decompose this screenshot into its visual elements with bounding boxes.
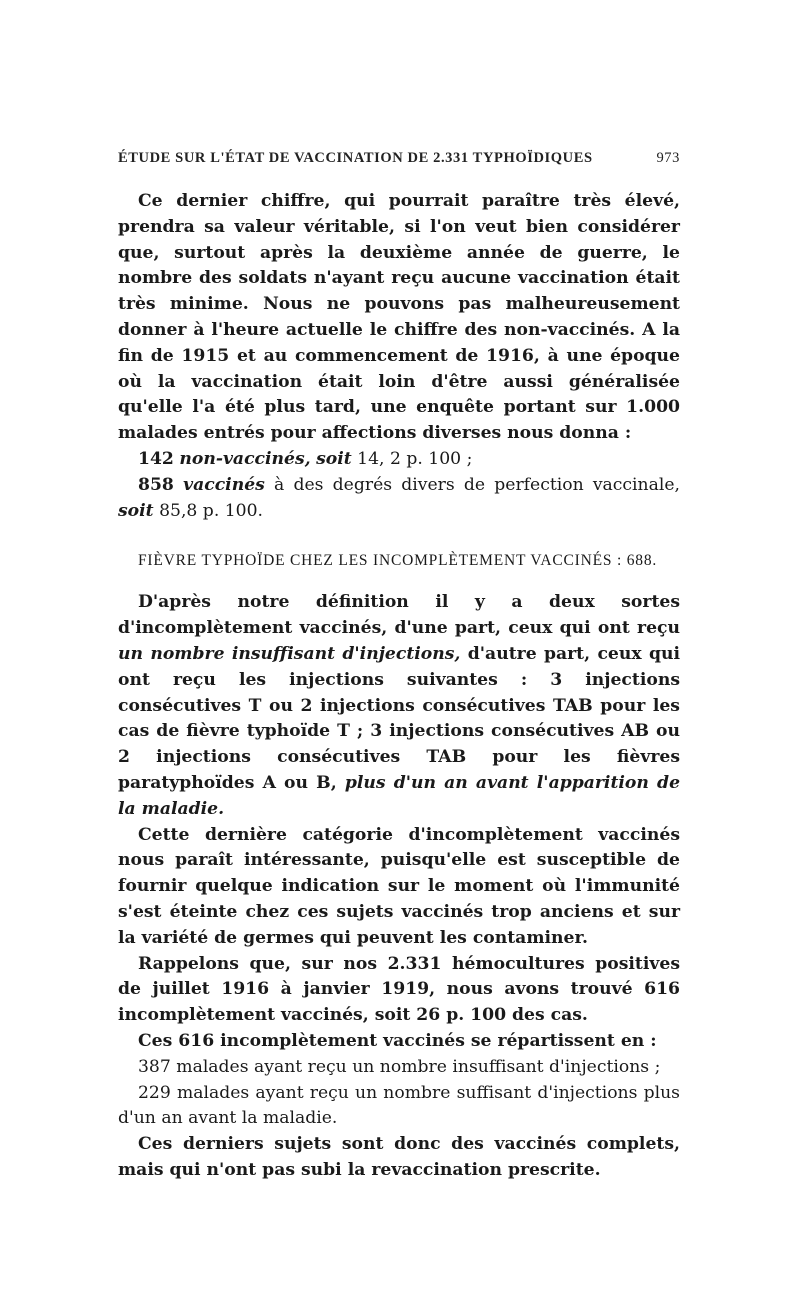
label-vaccines: vaccinés bbox=[183, 474, 265, 495]
paragraph-5: Ces 616 incomplètement vaccinés se répartissent en : bbox=[138, 1030, 657, 1051]
paragraph-3: Cette dernière catégorie d'incomplètement vaccinés nous paraît intéressante, puisqu'elle est susceptible de fournir quelque indication sur le moment où l'immunité s'est éteinte chez ces sujets vaccinés trop anciens et sur la variété de germes qui peuvent les contaminer. bbox=[118, 824, 680, 948]
section-title: FIÈVRE TYPHOÏDE CHEZ LES INCOMPLÈTEMENT VACCINÉS : 688. bbox=[138, 552, 658, 570]
paragraph-4: Rappelons que, sur nos 2.331 hémocultures positives de juillet 1916 à janvier 1919, nous avons trouvé 616 incomplètement vaccinés, soit 26 p. 100 des cas. bbox=[118, 953, 680, 1026]
soit-1: soit bbox=[316, 448, 352, 469]
page-content bbox=[118, 150, 680, 1184]
soit-2: soit bbox=[118, 500, 154, 521]
label-non-vaccines: non-vaccinés, bbox=[179, 448, 311, 469]
percent-vaccines: 85,8 p. 100. bbox=[159, 500, 264, 521]
count-non-vaccines: 142 bbox=[138, 448, 174, 469]
para2-part-b: un nombre insuffisant d'injections, bbox=[118, 643, 461, 664]
paragraph-6: Ces derniers sujets sont donc des vaccinés complets, mais qui n'ont pas subi la revaccination prescrite. bbox=[118, 1134, 680, 1180]
list-item-vaccines bbox=[118, 473, 680, 525]
running-title: ÉTUDE SUR L'ÉTAT DE VACCINATION DE 2.331 TYPHOÏDIQUES bbox=[118, 150, 593, 166]
para2-part-a: D'après notre définition il y a deux sortes d'incomplètement vaccinés, d'une part, ceux qui ont reçu bbox=[118, 592, 680, 639]
list-item-sufficient: 229 malades ayant reçu un nombre suffisant d'injections plus d'un an avant la maladie. bbox=[118, 1082, 680, 1129]
para2-part-c: d'autre part, ceux qui ont reçu les injections suivantes : 3 injections consécutives T ou 2 injections consécutives TAB pour les cas de fièvre typhoïde T ; 3 injections consécutives AB ou 2 injections consécutives TAB pour les fièvres paratyphoïdes A ou B, bbox=[118, 643, 680, 793]
list-item-non-vaccines bbox=[118, 447, 680, 473]
running-header bbox=[118, 150, 680, 167]
count-vaccines: 858 bbox=[138, 474, 174, 495]
page-number: 973 bbox=[656, 150, 680, 166]
list-item-insufficient: 387 malades ayant reçu un nombre insuffisant d'injections ; bbox=[138, 1056, 661, 1077]
paragraph-2 bbox=[118, 590, 680, 822]
vaccines-detail: à des degrés divers de perfection vaccinale, bbox=[274, 474, 681, 495]
paragraph-1: Ce dernier chiffre, qui pourrait paraître très élevé, prendra sa valeur véritable, si l'on veut bien considérer que, surtout après la deuxième année de guerre, le nombre des soldats n'ayant reçu aucune vaccination était très minime. Nous ne pouvons pas malheureusement donner à l'heure actuelle le chiffre des non-vaccinés. A la fin de 1915 et au commencement de 1916, à une époque où la vaccination était loin d'être aussi généralisée qu'elle l'a été plus tard, une enquête portant sur 1.000 malades entrés pour affections diverses nous donna : bbox=[118, 191, 680, 444]
percent-non-vaccines: 14, 2 p. 100 ; bbox=[357, 448, 473, 469]
para2-part-d: plus d'un an avant l'apparition de la maladie. bbox=[118, 772, 680, 819]
